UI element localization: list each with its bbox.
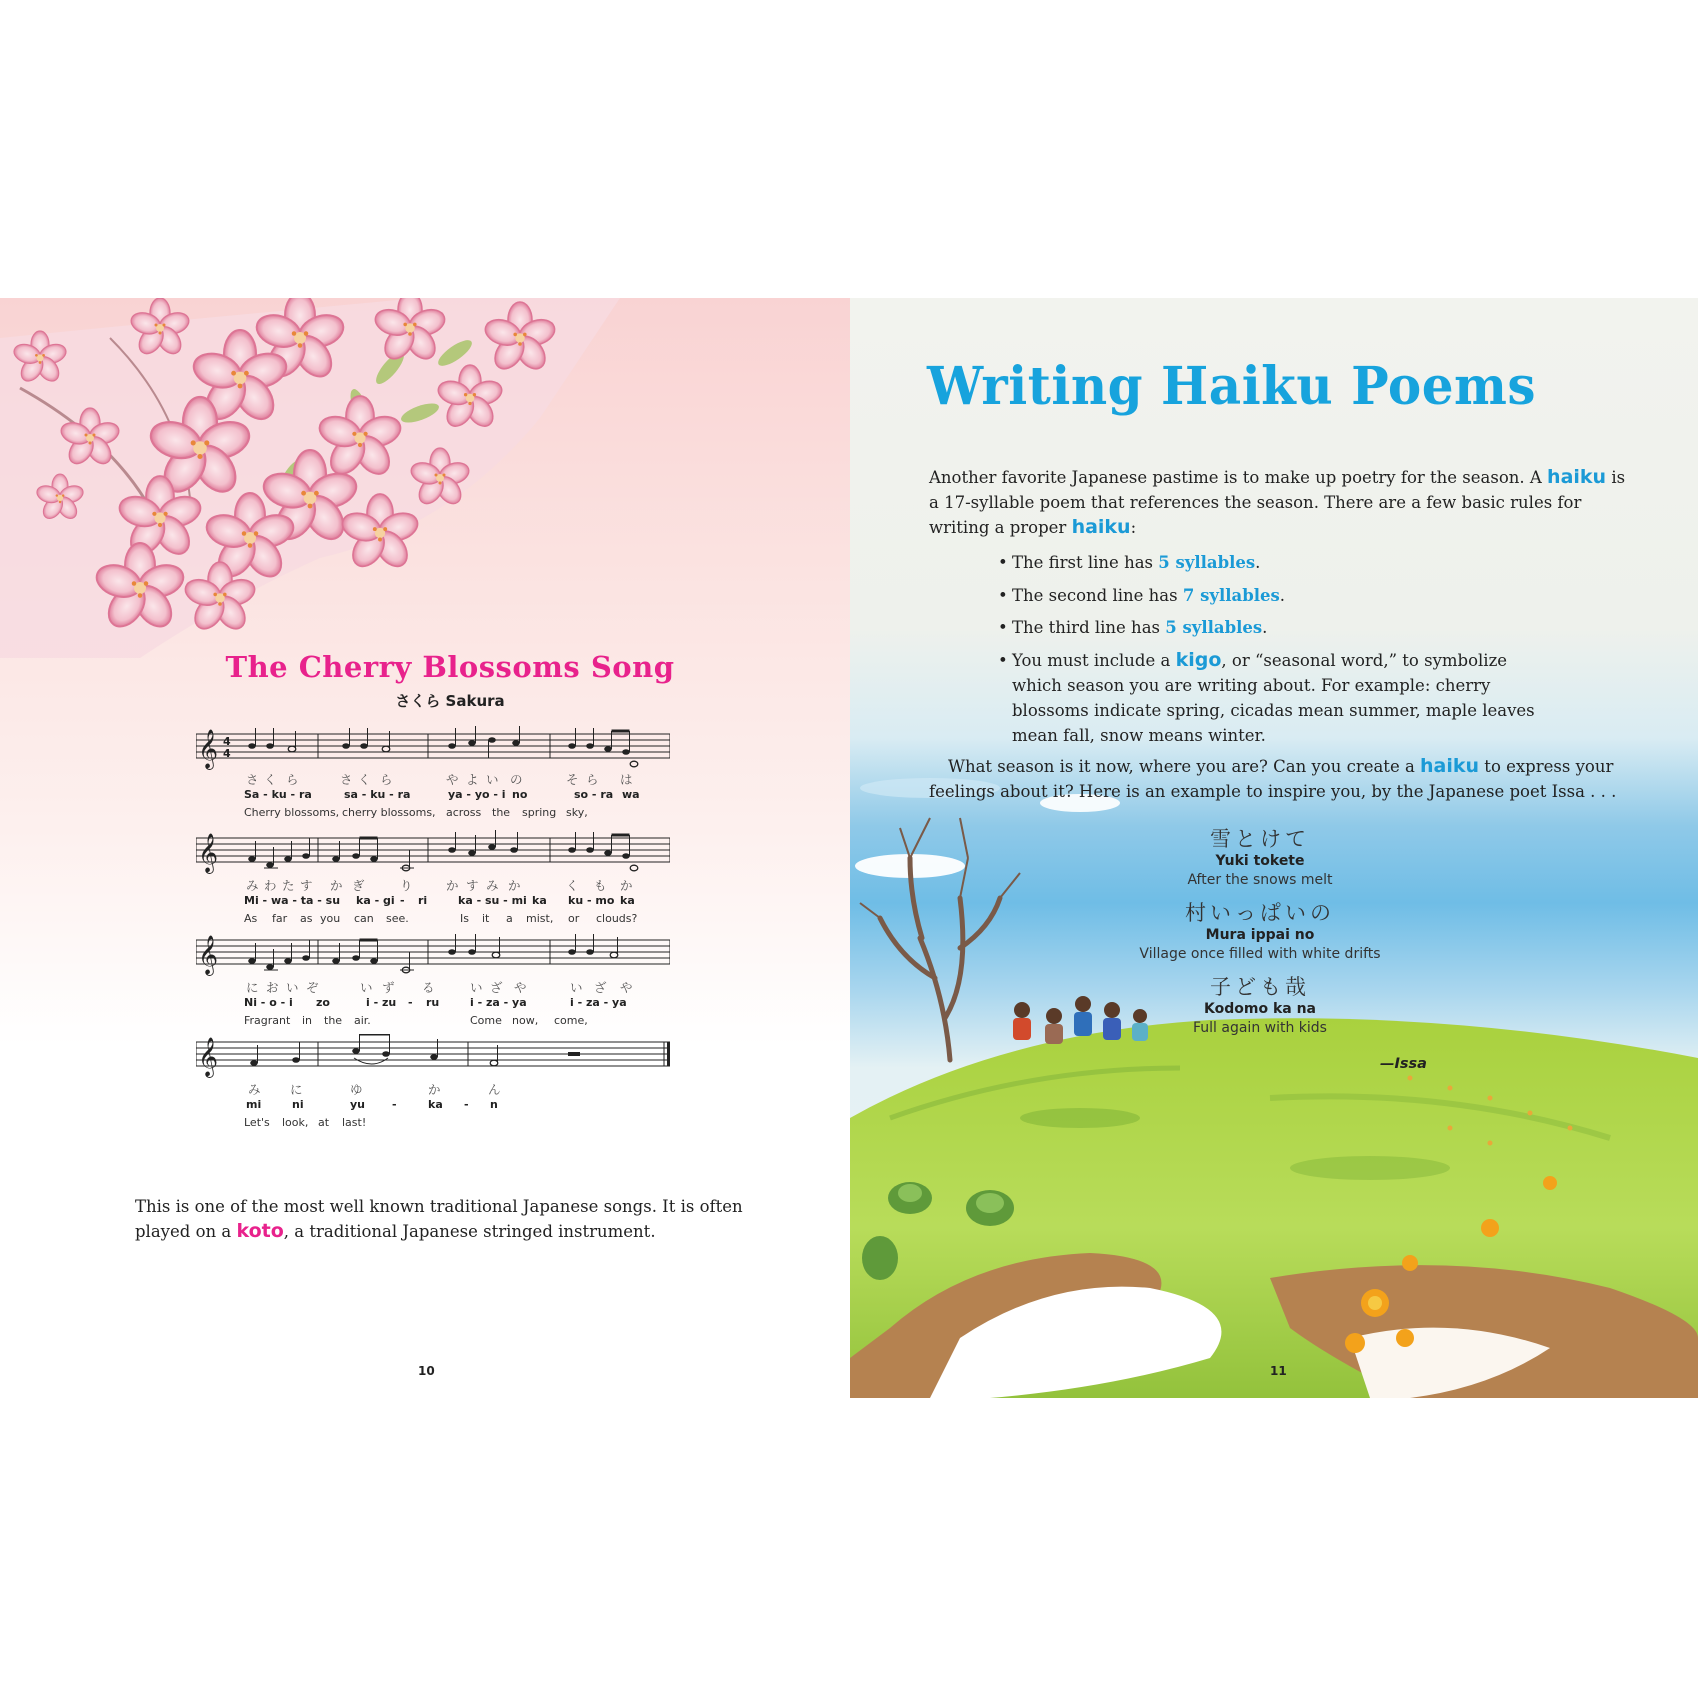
rule-item <box>998 583 1638 608</box>
rule-item <box>998 615 1638 640</box>
lyric-romaji: Ni - o - i <box>244 996 293 1009</box>
lyric-romaji: - <box>400 894 405 907</box>
romaji-lyrics-line <box>196 996 670 1010</box>
lyric-english: the <box>324 1014 343 1027</box>
lyric-romaji: sa - ku - ra <box>344 788 411 801</box>
lyric-romaji: ka - su - mi <box>458 894 527 907</box>
lyric-english: see. <box>386 912 409 925</box>
poet-attribution: —Issa <box>1380 1056 1427 1072</box>
lyric-syllable: い <box>470 980 483 995</box>
romaji-lyrics-line <box>196 788 670 802</box>
romaji-lyrics-line <box>196 1098 670 1112</box>
lyric-english: air. <box>354 1014 371 1027</box>
rule-text: The first line has <box>1012 553 1159 572</box>
syllable-count: 5 syllables <box>1158 553 1256 572</box>
lyric-english: Let's <box>244 1116 270 1129</box>
lyric-romaji: wa <box>622 788 640 801</box>
intro-text: : <box>1130 518 1137 537</box>
lyric-english: Cherry blossoms, <box>244 806 340 819</box>
rule-text: The second line has <box>1012 585 1183 605</box>
lyric-syllable: お <box>266 980 279 995</box>
lyric-english: it <box>482 912 490 925</box>
haiku-english: After the snows melt <box>1187 872 1333 888</box>
music-staff-1 <box>196 726 670 830</box>
left-page <box>0 298 850 1398</box>
lyric-syllable: や <box>620 980 633 995</box>
english-lyrics-line <box>196 806 670 820</box>
lyric-syllable: も <box>594 878 607 893</box>
lyric-english: the <box>492 806 511 819</box>
lyric-romaji: Mi - wa - ta - su <box>244 894 341 907</box>
kana-lyrics-line <box>196 978 670 995</box>
staff-notation <box>196 932 670 978</box>
song-title: The Cherry Blossoms Song <box>225 650 675 684</box>
lyric-romaji: ka - gi <box>356 894 395 907</box>
haiku-term: haiku <box>1071 516 1131 538</box>
lyric-romaji: ni <box>292 1098 304 1111</box>
rule-text: You must include a <box>1012 650 1176 670</box>
lyric-english: Fragrant <box>244 1014 291 1027</box>
romaji-lyrics-line <box>196 894 670 908</box>
svg-text:𝄞: 𝄞 <box>198 729 219 769</box>
haiku-line-1 <box>1110 826 1410 890</box>
haiku-romaji: Kodomo ka na <box>1204 1001 1316 1017</box>
lyric-romaji: - <box>464 1098 469 1111</box>
lyric-syllable: く <box>566 878 579 893</box>
lyric-syllable: に <box>246 980 259 995</box>
lyric-syllable: わ <box>264 878 277 893</box>
lyric-syllable: く <box>358 772 371 787</box>
lyric-syllable: や <box>514 980 527 995</box>
haiku-rules-list <box>998 550 1638 755</box>
haiku-example <box>1110 826 1410 1048</box>
lyric-syllable: い <box>486 772 499 787</box>
lyric-romaji: zo <box>316 996 330 1009</box>
kana-lyrics-line <box>196 876 670 893</box>
rule-text: . <box>1262 618 1268 637</box>
syllable-count: 7 syllables <box>1182 585 1280 605</box>
lyric-english: come, <box>554 1014 588 1027</box>
music-staff-4 <box>196 1034 670 1136</box>
lyric-syllable: ぎ <box>352 878 365 893</box>
lyric-romaji: - <box>392 1098 397 1111</box>
page-title: Writing Haiku Poems <box>927 354 1537 417</box>
kana-lyrics-line <box>196 1080 670 1097</box>
lyric-syllable: く <box>264 772 277 787</box>
description-text: This is one of the most well known traditional Japanese songs. It is often played on a <box>135 1197 743 1241</box>
lyric-romaji: ri <box>418 894 428 907</box>
lyric-syllable: ん <box>488 1082 501 1097</box>
haiku-line-3 <box>1110 974 1410 1038</box>
lyric-syllable: い <box>570 980 583 995</box>
lyric-english: can <box>354 912 374 925</box>
lyric-english: cherry blossoms, <box>342 806 436 819</box>
lyric-syllable: さ <box>246 772 259 787</box>
sheet-music <box>196 726 670 1136</box>
rule-text: . <box>1255 553 1261 572</box>
staff-notation <box>196 830 670 876</box>
song-subtitle: さくら Sakura <box>395 692 505 710</box>
page-number: 11 <box>1270 1364 1287 1378</box>
lyric-romaji: mi <box>246 1098 262 1111</box>
cherry-blossom-illustration <box>0 298 620 658</box>
lyric-syllable: ら <box>586 772 599 787</box>
svg-text:𝄞: 𝄞 <box>198 935 219 975</box>
rule-text: , or “seasonal word,” to symbolize which season you are writing about. For example: cherry blossoms indicate spring, cicadas mean summer, maple leaves mean fall, snow means winter. <box>1012 650 1535 745</box>
lyric-syllable: ざ <box>490 980 503 995</box>
lyric-syllable: は <box>620 772 633 787</box>
lyric-syllable: み <box>246 878 259 893</box>
lyric-romaji: yu <box>350 1098 366 1111</box>
lyric-english: As <box>244 912 258 925</box>
haiku-japanese: 村いっぱいの <box>1185 901 1335 925</box>
lyric-syllable: ら <box>380 772 393 787</box>
lyric-english: as <box>300 912 313 925</box>
haiku-english: Village once filled with white drifts <box>1139 946 1381 962</box>
rule-text: The third line has <box>1012 618 1166 637</box>
prompt-paragraph <box>929 754 1649 804</box>
lyric-syllable: る <box>422 980 435 995</box>
lyric-syllable: か <box>446 878 459 893</box>
lyric-romaji: ka <box>428 1098 443 1111</box>
prompt-text: What season is it now, where you are? Can you create a <box>948 757 1421 776</box>
lyric-english: far <box>272 912 288 925</box>
lyric-english: clouds? <box>596 912 638 925</box>
haiku-english: Full again with kids <box>1193 1020 1327 1036</box>
intro-text: Another favorite Japanese pastime is to make up poetry for the season. A <box>929 468 1548 487</box>
syllable-count: 5 syllables <box>1165 618 1263 637</box>
rule-text: . <box>1279 585 1286 605</box>
lyric-syllable: ず <box>382 980 395 995</box>
kigo-term: kigo <box>1175 648 1222 671</box>
lyric-syllable: か <box>428 1082 441 1097</box>
english-lyrics-line <box>196 912 670 926</box>
haiku-japanese: 子ども哉 <box>1210 975 1310 999</box>
music-staff-3 <box>196 932 670 1034</box>
lyric-english: mist, <box>526 912 554 925</box>
intro-paragraph <box>929 465 1629 540</box>
song-description <box>135 1194 745 1244</box>
lyric-syllable: ぞ <box>306 980 319 995</box>
lyric-english: at <box>318 1116 330 1129</box>
lyric-romaji: n <box>490 1098 498 1111</box>
haiku-romaji: Yuki tokete <box>1215 853 1305 869</box>
kana-lyrics-line <box>196 770 670 787</box>
lyric-syllable: や <box>446 772 459 787</box>
staff-notation <box>196 1034 670 1080</box>
lyric-english: across <box>446 806 482 819</box>
lyric-syllable: そ <box>566 772 579 787</box>
lyric-romaji: no <box>512 788 528 801</box>
lyric-english: now, <box>512 1014 539 1027</box>
lyric-syllable: す <box>466 878 479 893</box>
lyric-syllable: り <box>400 878 413 893</box>
rule-item <box>998 550 1638 575</box>
lyric-syllable: い <box>360 980 373 995</box>
lyric-english: spring <box>522 806 557 819</box>
staff-notation <box>196 726 670 770</box>
lyric-syllable: か <box>330 878 343 893</box>
lyric-romaji: ka <box>532 894 547 907</box>
lyric-english: a <box>506 912 513 925</box>
english-lyrics-line <box>196 1116 670 1130</box>
lyric-syllable: か <box>620 878 633 893</box>
lyric-syllable: み <box>486 878 499 893</box>
lyric-romaji: ya - yo - i <box>448 788 506 801</box>
lyric-english: you <box>320 912 341 925</box>
lyric-romaji: Sa - ku - ra <box>244 788 312 801</box>
lyric-romaji: so - ra <box>574 788 614 801</box>
haiku-line-2 <box>1110 900 1410 964</box>
lyric-romaji: - <box>408 996 413 1009</box>
lyric-romaji: ka <box>620 894 635 907</box>
lyric-english: look, <box>282 1116 309 1129</box>
lyric-syllable: た <box>282 878 295 893</box>
english-lyrics-line <box>196 1014 670 1028</box>
lyric-syllable: よ <box>466 772 479 787</box>
right-page <box>850 298 1698 1398</box>
lyric-english: in <box>302 1014 313 1027</box>
book-spread <box>0 298 1698 1398</box>
lyric-english: or <box>568 912 580 925</box>
lyric-syllable: さ <box>340 772 353 787</box>
intro-text: is a 17-syllable poem that references the season. There are a few basic rules for writing a proper <box>929 468 1626 537</box>
lyric-syllable: ら <box>286 772 299 787</box>
lyric-syllable: い <box>286 980 299 995</box>
lyric-romaji: i - zu <box>366 996 397 1009</box>
lyric-syllable: ざ <box>594 980 607 995</box>
lyric-syllable: か <box>508 878 521 893</box>
lyric-romaji: i - za - ya <box>570 996 627 1009</box>
lyric-romaji: i - za - ya <box>470 996 527 1009</box>
lyric-syllable: す <box>300 878 313 893</box>
lyric-romaji: ru <box>426 996 440 1009</box>
haiku-romaji: Mura ippai no <box>1205 927 1315 943</box>
lyric-english: Come <box>470 1014 502 1027</box>
rule-item <box>998 648 1552 748</box>
haiku-term: haiku <box>1547 466 1607 488</box>
description-text: , a traditional Japanese stringed instrument. <box>283 1222 656 1241</box>
svg-text:𝄞: 𝄞 <box>198 833 219 873</box>
lyric-syllable: の <box>510 772 523 787</box>
haiku-term: haiku <box>1420 755 1480 777</box>
svg-text:4: 4 <box>223 735 231 748</box>
haiku-japanese: 雪とけて <box>1210 827 1310 851</box>
lyric-romaji: ku - mo <box>568 894 615 907</box>
koto-term: koto <box>236 1220 284 1242</box>
lyric-syllable: ゆ <box>350 1082 363 1097</box>
lyric-english: sky, <box>566 806 588 819</box>
prompt-text: to express your feelings about it? Here is an example to inspire you, by the Japanese poet Issa . . . <box>929 757 1617 801</box>
music-staff-2 <box>196 830 670 932</box>
lyric-english: Is <box>460 912 469 925</box>
svg-text:4: 4 <box>223 747 231 760</box>
lyric-syllable: に <box>290 1082 303 1097</box>
svg-text:𝄞: 𝄞 <box>198 1037 219 1077</box>
lyric-syllable: み <box>248 1082 261 1097</box>
lyric-english: last! <box>342 1116 367 1129</box>
page-number: 10 <box>418 1364 435 1378</box>
